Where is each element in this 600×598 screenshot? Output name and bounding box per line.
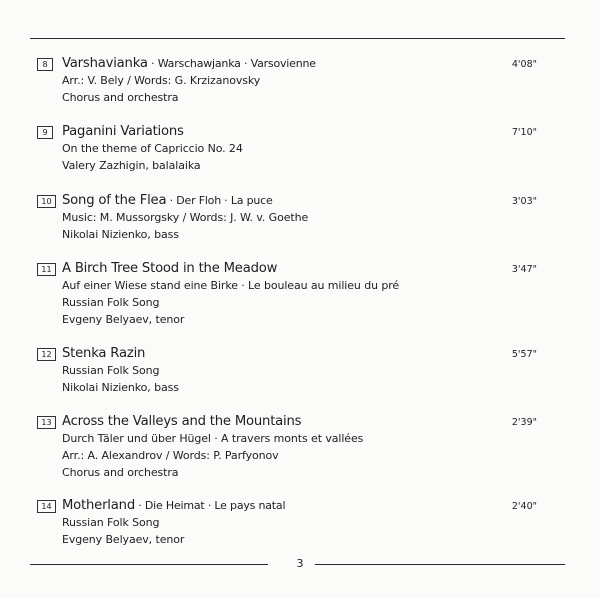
track-number-box: 8 (37, 58, 53, 71)
track-text (62, 55, 502, 106)
track-number-box: 13 (37, 416, 56, 429)
track-detail: Music: M. Mussorgsky / Words: J. W. v. Goethe (62, 211, 309, 224)
footer-divider-left (30, 564, 268, 565)
top-divider (30, 38, 565, 39)
page-footer (30, 556, 565, 572)
track-number-box: 11 (37, 263, 56, 276)
track-number-box: 10 (37, 195, 56, 208)
track-title: Across the Valleys and the Mountains (62, 414, 302, 429)
track-detail: Evgeny Belyaev, tenor (62, 533, 185, 546)
track-title-line (62, 345, 502, 362)
track-text (62, 192, 502, 243)
track-text (62, 123, 502, 174)
track-title-line (62, 260, 502, 277)
track-title-line (62, 497, 502, 514)
track-duration: 3'03" (511, 196, 537, 207)
track-detail: Chorus and orchestra (62, 91, 179, 104)
track-detail: Auf einer Wiese stand eine Birke · Le bouleau au milieu du pré (62, 279, 400, 292)
page-number: 3 (296, 557, 304, 570)
track-text (62, 260, 502, 328)
track-title-alt: · Der Floh · La puce (166, 194, 273, 207)
track-title: Varshavianka (62, 56, 148, 71)
track-number-box: 14 (37, 500, 56, 513)
track-number-box: 9 (37, 126, 53, 139)
track-title: Paganini Variations (62, 124, 184, 139)
track-text (62, 413, 502, 481)
track-duration: 5'57" (511, 349, 537, 360)
footer-divider-right (315, 564, 565, 565)
track-title-line (62, 192, 502, 209)
track-detail: Russian Folk Song (62, 364, 160, 377)
track-detail: Russian Folk Song (62, 296, 160, 309)
track-detail: Nikolai Nizienko, bass (62, 381, 179, 394)
track-detail: Nikolai Nizienko, bass (62, 228, 179, 241)
track-duration: 3'47" (511, 264, 537, 275)
track-title: Motherland (62, 498, 135, 513)
track-detail: Valery Zazhigin, balalaika (62, 159, 201, 172)
track-title: A Birch Tree Stood in the Meadow (62, 261, 278, 276)
track-detail: Arr.: A. Alexandrov / Words: P. Parfyonov (62, 449, 279, 462)
track-detail: Arr.: V. Bely / Words: G. Krzizanovsky (62, 74, 261, 87)
track-text (62, 497, 502, 548)
track-number-box: 12 (37, 348, 56, 361)
track-title-line (62, 123, 502, 140)
track-duration: 4'08" (511, 59, 537, 70)
track-title: Stenka Razin (62, 346, 146, 361)
track-detail: Evgeny Belyaev, tenor (62, 313, 185, 326)
track-title-line (62, 55, 502, 72)
track-title-alt: · Die Heimat · Le pays natal (135, 499, 286, 512)
track-title-alt: · Warschawjanka · Varsovienne (147, 57, 316, 70)
track-detail: Chorus and orchestra (62, 466, 179, 479)
track-detail: Durch Täler und über Hügel · A travers monts et vallées (62, 432, 364, 445)
track-text (62, 345, 502, 396)
track-title-line (62, 413, 502, 430)
track-title: Song of the Flea (62, 193, 167, 208)
track-duration: 2'40" (511, 501, 537, 512)
track-detail: Russian Folk Song (62, 516, 160, 529)
track-detail: On the theme of Capriccio No. 24 (62, 142, 243, 155)
track-duration: 2'39" (511, 417, 537, 428)
track-duration: 7'10" (511, 127, 537, 138)
